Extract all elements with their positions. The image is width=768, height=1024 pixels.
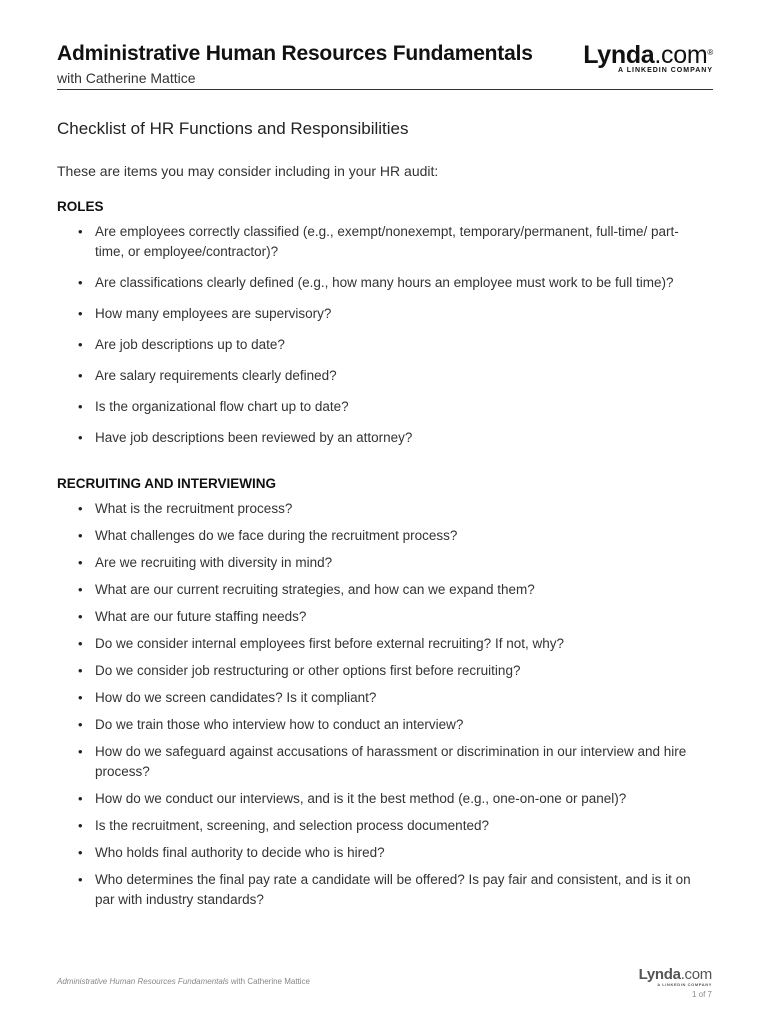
document-subtitle: with Catherine Mattice xyxy=(57,70,196,86)
bullet-icon: • xyxy=(78,399,83,414)
list-item: • What is the recruitment process? xyxy=(57,499,697,519)
roles-list xyxy=(57,222,697,448)
list-item: • Are we recruiting with diversity in mind? xyxy=(57,553,697,573)
list-item: • Is the recruitment, screening, and selection process documented? xyxy=(57,816,697,836)
footer-author: with Catherine Mattice xyxy=(228,977,311,986)
list-item: • How do we conduct our interviews, and is it the best method (e.g., one-on-one or panel)? xyxy=(57,789,697,809)
page-number: 1 of 7 xyxy=(691,990,712,999)
list-item: • How do we screen candidates? Is it compliant? xyxy=(57,688,697,708)
bullet-icon: • xyxy=(78,872,83,887)
bullet-icon: • xyxy=(78,663,83,678)
bullet-icon: • xyxy=(78,791,83,806)
document-header xyxy=(57,40,713,90)
bullet-icon: • xyxy=(78,690,83,705)
list-item: • What are our current recruiting strategies, and how can we expand them? xyxy=(57,580,697,600)
page-title: Checklist of HR Functions and Responsibilities xyxy=(57,119,409,138)
bullet-icon: • xyxy=(78,528,83,543)
footer-logo-wordmark: Lynda xyxy=(638,966,681,983)
bullet-icon: • xyxy=(78,501,83,516)
bullet-icon: • xyxy=(78,818,83,833)
bullet-icon: • xyxy=(78,224,83,239)
bullet-icon: • xyxy=(78,275,83,290)
list-item: • Do we consider job restructuring or other options first before recruiting? xyxy=(57,661,697,681)
bullet-icon: • xyxy=(78,636,83,651)
logo-registered-mark: ® xyxy=(707,48,713,57)
recruiting-heading: RECRUITING AND INTERVIEWING xyxy=(57,476,277,491)
footer-logo-tagline: A LINKEDIN COMPANY xyxy=(657,982,712,987)
bullet-icon: • xyxy=(78,744,83,759)
section-gap xyxy=(57,459,697,476)
bullet-icon: • xyxy=(78,337,83,352)
bullet-icon: • xyxy=(78,555,83,570)
bullet-icon: • xyxy=(78,845,83,860)
list-item: • Are job descriptions up to date? xyxy=(57,335,697,355)
list-item: • Are salary requirements clearly defined? xyxy=(57,366,697,386)
list-item: • How many employees are supervisory? xyxy=(57,304,697,324)
list-item: • Who determines the final pay rate a candidate will be offered? Is pay fair and consistent, and is it on par with industry standards? xyxy=(78,872,691,907)
list-item: • Are employees correctly classified (e.g., exempt/nonexempt, temporary/permanent, full-time/ part-time, or employee/contractor)? xyxy=(78,224,679,259)
bullet-icon: • xyxy=(78,306,83,321)
footer-credit xyxy=(57,977,310,986)
list-item: • Do we consider internal employees first before external recruiting? If not, why? xyxy=(57,634,697,654)
list-item: • Are classifications clearly defined (e.g., how many hours an employee must work to be full time)? xyxy=(57,273,697,293)
list-item: • Who holds final authority to decide who is hired? xyxy=(57,843,697,863)
footer-course-title: Administrative Human Resources Fundamentals xyxy=(57,977,229,986)
logo-tagline: A LINKEDIN COMPANY xyxy=(618,67,713,74)
list-item: • Do we train those who interview how to conduct an interview? xyxy=(57,715,697,735)
list-item: • Have job descriptions been reviewed by an attorney? xyxy=(57,428,697,448)
logo-domain: .com xyxy=(654,41,708,69)
document-title: Administrative Human Resources Fundamentals xyxy=(57,42,533,65)
footer-lynda-logo xyxy=(639,967,712,987)
recruiting-list xyxy=(57,499,697,910)
bullet-icon: • xyxy=(78,609,83,624)
bullet-icon: • xyxy=(78,368,83,383)
logo-wordmark: Lynda xyxy=(583,41,655,69)
document-body xyxy=(57,119,697,917)
intro-text: These are items you may consider including in your HR audit: xyxy=(57,163,439,179)
bullet-icon: • xyxy=(78,582,83,597)
bullet-icon: • xyxy=(78,717,83,732)
footer-logo-domain: .com xyxy=(680,966,712,983)
list-item: • Is the organizational flow chart up to date? xyxy=(57,397,697,417)
lynda-logo xyxy=(583,42,713,74)
list-item: • How do we safeguard against accusations of harassment or discrimination in our interview and hire process? xyxy=(78,744,687,779)
list-item: • What are our future staffing needs? xyxy=(57,607,697,627)
bullet-icon: • xyxy=(78,430,83,445)
list-item: • What challenges do we face during the recruitment process? xyxy=(57,526,697,546)
roles-heading: ROLES xyxy=(57,199,104,214)
